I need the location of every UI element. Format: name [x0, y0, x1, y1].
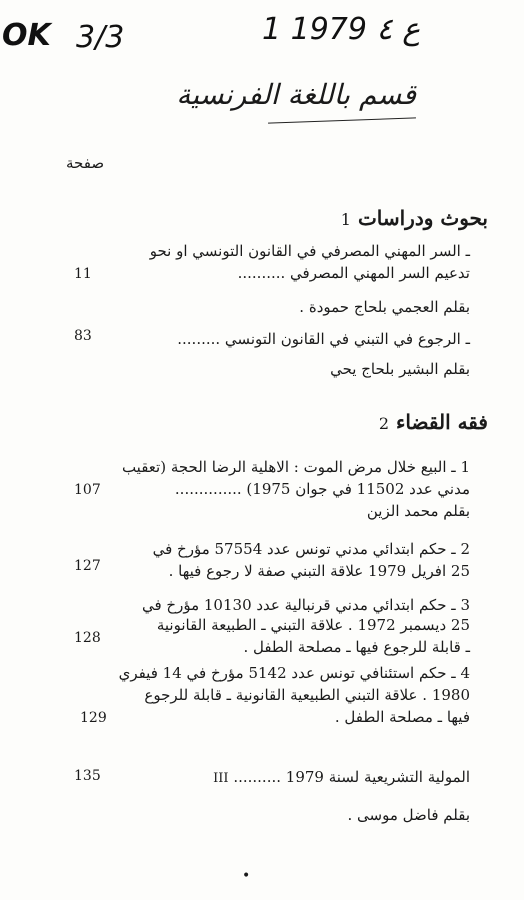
entry-line: 25 ديسمبر 1972 . علاقة التبني ـ الطبيعة القانونية — [156, 616, 470, 634]
page-number: 135 — [74, 768, 101, 784]
section-3-number: III — [213, 771, 229, 786]
entry-line: ـ السر المهني المصرفي في القانون التونسي او نحو — [149, 242, 470, 260]
section-1-number: 1 — [340, 210, 351, 229]
entry-line: تدعيم السر المهني المصرفي .......... — [237, 264, 470, 282]
page-number: 107 — [74, 482, 101, 498]
footer-mark: • — [242, 868, 251, 884]
section-1-heading — [341, 206, 488, 230]
entry-line: مدني عدد 11502 في جوان 1975) .............. — [174, 480, 470, 498]
entry-author: بقلم فاضل موسى . — [347, 806, 470, 824]
section-2-number: 2 — [378, 414, 390, 433]
entry-author: بقلم محمد الزين — [366, 502, 470, 520]
entry-line: 1 ـ البيع خلال مرض الموت : الاهلية الرضا الحجة (تعقيب — [121, 458, 470, 476]
page-column-label: صفحة — [66, 154, 105, 172]
page-number: 127 — [74, 558, 101, 574]
page-number: 128 — [74, 630, 101, 646]
entry-line: 25 افريل 1979 علاقة التبني صفة لا رجوع فيها . — [168, 562, 470, 580]
section-title: قسم باللغة الفرنسية — [176, 78, 416, 111]
page-number: 11 — [74, 266, 92, 282]
page-number: 83 — [74, 328, 92, 344]
entry-line: ـ قابلة للرجوع فيها ـ مصلحة الطفل . — [243, 638, 470, 656]
entry-line: 4 ـ حكم استئنافي تونس عدد 5142 مؤرخ في 14 فيفري — [118, 664, 470, 682]
entry-line: 3 ـ حكم ابتدائي مدني قرنبالية عدد 10130 مؤرخ في — [141, 596, 470, 614]
entry-line: ـ الرجوع في التبني في القانون التونسي ......... — [177, 330, 470, 348]
handwritten-date: 1 ع ٤ 1979 — [262, 12, 421, 47]
section-1-heading-text: بحوث ودراسات — [357, 206, 488, 230]
handwritten-ok-mark: OK — [2, 18, 51, 53]
entry-line: 2 ـ حكم ابتدائي مدني تونس عدد 57554 مؤرخ في — [152, 540, 470, 558]
entry-author: بقلم البشير بلحاج يحي — [330, 360, 470, 378]
page-number: 129 — [80, 710, 107, 726]
section-2-heading — [379, 410, 488, 434]
entry-line: فيها ـ مصلحة الطفل . — [334, 708, 470, 726]
section-3-heading-text: المولية التشريعية لسنة 1979 .......... — [233, 768, 470, 786]
section-2-heading-text: فقه القضاء — [396, 410, 488, 434]
handwritten-number: 3/3 — [76, 20, 125, 55]
section-3-heading — [213, 768, 470, 788]
entry-line: 1980 . علاقة التبني الطبيعية القانونية ـ قابلة للرجوع — [144, 686, 470, 704]
title-underline — [268, 117, 416, 123]
entry-author: بقلم العجمي بلحاج حمودة . — [299, 298, 470, 316]
